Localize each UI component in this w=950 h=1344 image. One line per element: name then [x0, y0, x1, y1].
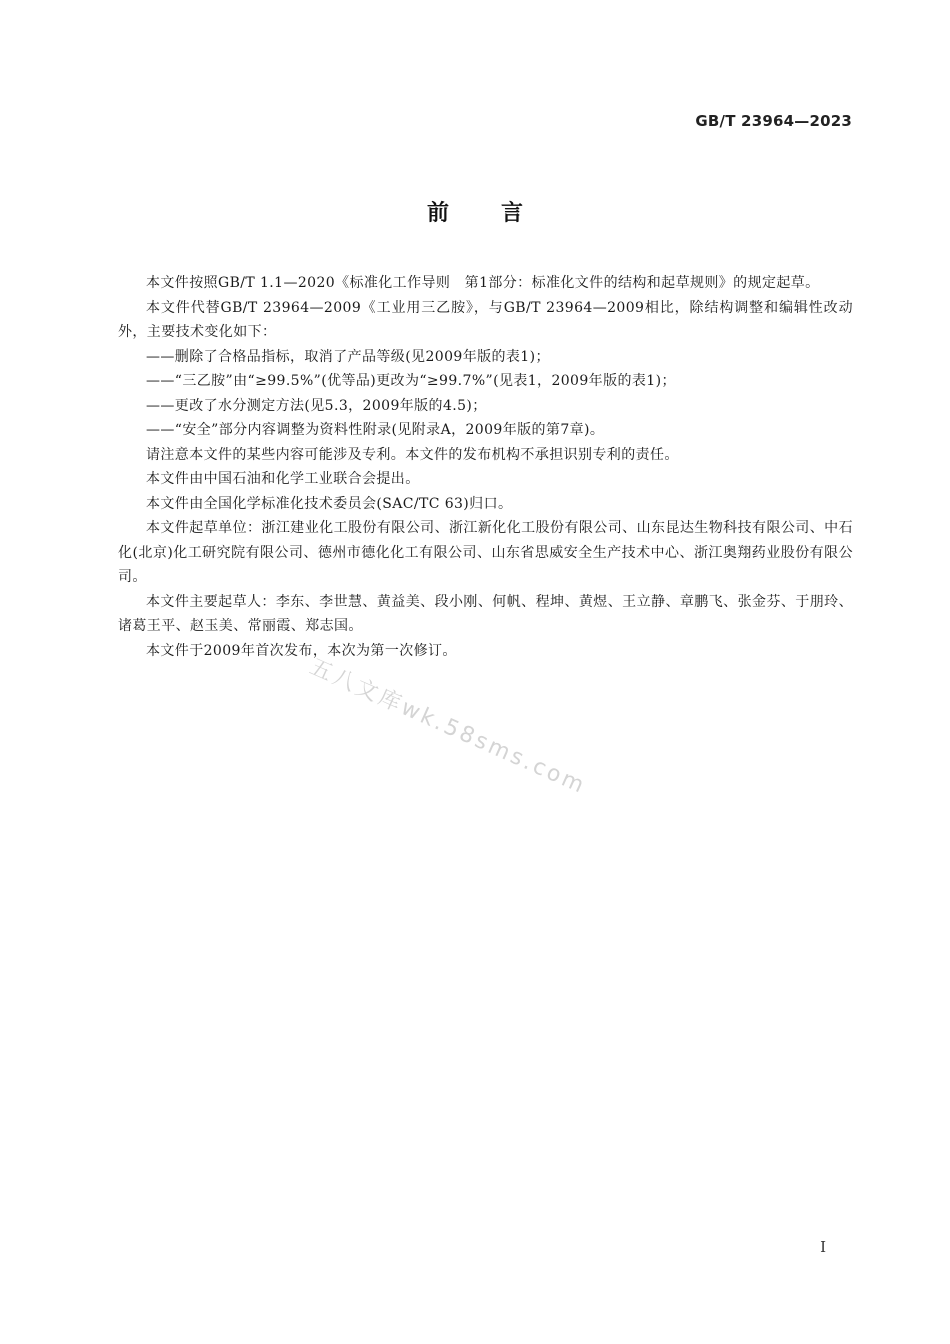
change-item: ——“安全”部分内容调整为资料性附录(见附录A，2009年版的第7章)。	[146, 422, 605, 438]
paragraph-patent-notice: 请注意本文件的某些内容可能涉及专利。本文件的发布机构不承担识别专利的责任。	[146, 446, 679, 463]
watermark: 五八文库wk.58sms.com	[305, 654, 591, 800]
paragraph-drafting-units: 本文件起草单位：浙江建业化工股份有限公司、浙江新化化工股份有限公司、山东昆达生物科技有限公司、中石化(北京)化工研究院有限公司、德州市德化化工有限公司、山东省思威安全生产技术中心、浙江奥翔药业股份有限公司。	[118, 520, 853, 585]
paragraph-replacement: 本文件代替GB/T 23964—2009《工业用三乙胺》，与GB/T 23964—2009相比，除结构调整和编辑性改动外，主要技术变化如下：	[118, 299, 853, 340]
change-item: ——“三乙胺”由“≥99.5%”(优等品)更改为“≥99.7%”(见表1，2009年版的表1)；	[146, 373, 676, 389]
page-number: I	[820, 1238, 826, 1256]
change-item: ——更改了水分测定方法(见5.3，2009年版的4.5)；	[146, 397, 487, 414]
change-item: ——删除了合格品指标，取消了产品等级(见2009年版的表1)；	[146, 348, 550, 365]
page-title: 前言	[426, 201, 575, 226]
standard-code: GB/T 23964—2023	[695, 112, 852, 130]
paragraph-drafters: 本文件主要起草人：李东、李世慧、黄益美、段小刚、何帆、程坤、黄煜、王立静、章鹏飞、张金芬、于朋玲、诸葛王平、赵玉美、常丽霞、郑志国。	[118, 593, 853, 634]
foreword-body	[118, 271, 853, 663]
paragraph-history: 本文件于2009年首次发布，本次为第一次修订。	[146, 642, 457, 659]
paragraph-proposer: 本文件由中国石油和化学工业联合会提出。	[146, 471, 420, 487]
paragraph-committee: 本文件由全国化学标准化技术委员会(SAC/TC 63)归口。	[146, 495, 513, 512]
paragraph-drafting-rules: 本文件按照GB/T 1.1—2020《标准化工作导则 第1部分：标准化文件的结构和起草规则》的规定起草。	[146, 275, 820, 291]
